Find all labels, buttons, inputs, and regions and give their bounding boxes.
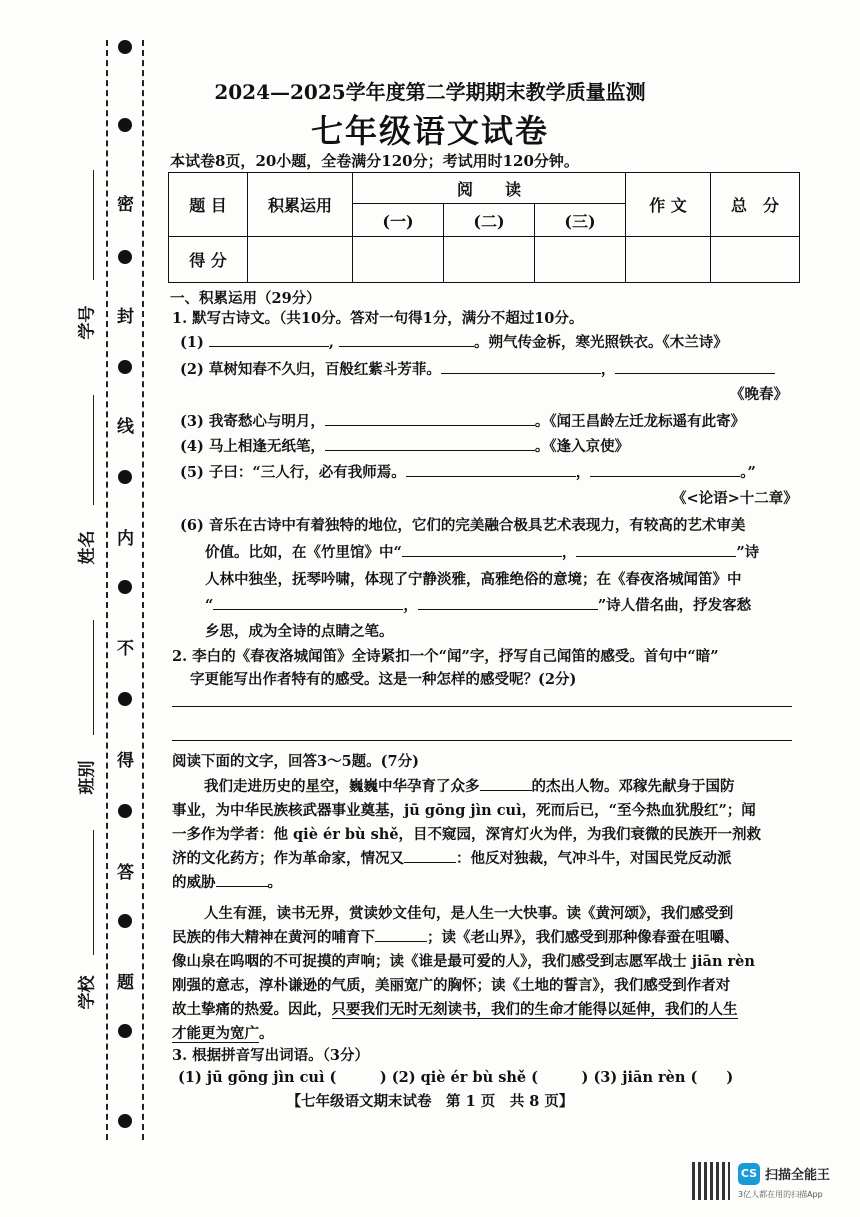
camscanner-logo-icon: CS: [738, 1163, 760, 1185]
score-cell-reading-2[interactable]: [444, 237, 535, 283]
q1-2: (2) 草树知春不久归，百般红紫斗芳菲。 ，: [180, 358, 775, 379]
answer-blank[interactable]: [213, 595, 403, 610]
p1-l4b: ：他反对独裁，气冲斗牛，对国民党反动派: [456, 850, 732, 867]
q1-6-line4b: ”诗人借名曲，抒发客愁: [597, 597, 752, 614]
exam-title-line1: 2024—2025学年度第二学期期末教学质量监测: [214, 80, 646, 104]
q1-6-line3: 人林中独坐，抚琴吟啸，体现了宁静淡雅，高雅绝俗的意境；在《春夜洛城闻笛》中: [205, 571, 742, 588]
answer-blank[interactable]: [402, 542, 562, 557]
margin-dot: [118, 250, 132, 264]
margin-dot: [118, 804, 132, 818]
q1-4-text: (4) 马上相逢无纸笔，: [180, 438, 325, 455]
qr-code-icon: [692, 1162, 730, 1200]
q1-2-text: (2) 草树知春不久归，百般红紫斗芳菲。: [180, 361, 441, 378]
score-cell-reading-1[interactable]: [353, 237, 444, 283]
passage1-line4: [172, 847, 732, 868]
answer-blank[interactable]: [325, 411, 535, 426]
q3-heading: 3. 根据拼音写出词语。（3分）: [172, 1047, 370, 1064]
underlined-sentence: 只要我们无时无刻读书，我们的生命才能得以延伸，我们的人生: [331, 1001, 738, 1018]
passage1-line2: 事业，为中华民族核武器事业奠基，jū gōng jìn cuì，死而后已，“至今热血犹殷红”；闻: [172, 802, 756, 819]
seal-char: 答: [117, 863, 134, 883]
student-id-label: 学号: [77, 305, 98, 340]
p1-l5: 的威胁: [172, 874, 216, 891]
q3-items: (1) jū gōng jìn cuì ( ) (2) qiè ér bù shě ( ) (3) jiān rèn ( ): [178, 1069, 734, 1086]
q1-5-text: (5) 子曰：“三人行，必有我师焉。: [180, 464, 406, 481]
score-cell-essay[interactable]: [626, 237, 711, 283]
answer-blank[interactable]: [615, 359, 775, 374]
student-id-line: [93, 170, 94, 280]
seal-char: 线: [117, 417, 134, 437]
q1-6-line4: “ ， ”诗人借名曲，抒发客愁: [205, 597, 752, 614]
q1-2-source: 《晚春》: [730, 386, 788, 403]
score-cell-reading-3[interactable]: [535, 237, 626, 283]
reading-sub-1: (一): [353, 204, 444, 237]
q1-6-line5: 乡思，成为全诗的点睛之笔。: [205, 623, 394, 640]
passage1-line3: 一多作为学者：他 qiè ér bù shě，目不窥园，深宵灯火为伴，为我们衰微的民族开一剂救: [172, 826, 762, 843]
passage2-line4: 刚强的意志，淳朴谦逊的气质，美丽宽广的胸怀；读《土地的誓言》，我们感受到作者对: [172, 977, 731, 994]
exam-info: 本试卷8页，20小题，全卷满分120分；考试用时120分钟。: [170, 152, 579, 170]
watermark-tagline: 3亿人都在用的扫描App: [738, 1190, 823, 1199]
q1-5: (5) 子曰：“三人行，必有我师焉。 ， 。”: [180, 464, 756, 481]
seal-char: 题: [117, 973, 134, 993]
reading-sub-2: (二): [444, 204, 535, 237]
exam-title-line2: 七年级语文试卷: [310, 112, 549, 150]
answer-blank[interactable]: [216, 872, 268, 887]
seal-char: 封: [117, 307, 134, 327]
p1-l5b: 。: [267, 874, 282, 891]
p2-l5a: 故土挚痛的热爱。因此，: [172, 1001, 332, 1018]
passage2-line1: 人生有涯，读书无界，赏读妙文佳句，是人生一大快事。读《黄河颂》，我们感受到: [204, 905, 734, 922]
passage2-line5: [172, 998, 738, 1019]
p1-l1b: 的杰出人物。邓稼先献身于国防: [531, 778, 735, 795]
margin-dot: [118, 580, 132, 594]
passage1-line5: [172, 871, 282, 892]
binding-line-right: [142, 40, 144, 1140]
q1-intro: 1. 默写古诗文。（共10分。答对一句得1分，满分不超过10分。: [172, 310, 584, 327]
q1-3: [180, 410, 745, 431]
p2-l2b: ；读《老山界》，我们感受到那种像春蚕在咀嚼、: [427, 929, 739, 946]
score-table: [168, 172, 800, 283]
answer-line[interactable]: [172, 740, 792, 741]
school-line: [93, 830, 94, 955]
answer-blank[interactable]: [406, 462, 576, 477]
margin-dot: [118, 40, 132, 54]
seal-char: 不: [117, 639, 134, 659]
name-label: 姓名: [77, 530, 98, 565]
seal-char: 得: [117, 751, 134, 771]
reading-sub-3: (三): [535, 204, 626, 237]
p2-l6b: 。: [259, 1025, 274, 1042]
passage2-line3: 像山泉在呜咽的不可捉摸的声响；读《谁是最可爱的人》，我们感受到志愿军战士 jiān rèn: [172, 953, 755, 970]
margin-dot: [118, 1114, 132, 1128]
section1-heading: 一、积累运用（29分）: [170, 290, 321, 307]
answer-blank[interactable]: [418, 595, 598, 610]
q1-5-tail: 。”: [740, 464, 756, 481]
class-label: 班别: [77, 760, 98, 795]
answer-blank[interactable]: [590, 462, 740, 477]
q1-1-tail: 。朔气传金柝，寒光照铁衣。《木兰诗》: [473, 334, 728, 351]
answer-blank[interactable]: [480, 776, 532, 791]
score-cell-total[interactable]: [711, 237, 800, 283]
class-line: [93, 620, 94, 735]
answer-blank[interactable]: [325, 436, 535, 451]
underlined-sentence: 才能更为宽广: [172, 1025, 259, 1042]
margin-dot: [118, 914, 132, 928]
answer-line[interactable]: [172, 706, 792, 707]
binding-line-left: [106, 40, 108, 1140]
margin-dot: [118, 1024, 132, 1038]
q1-6-line2b: ”诗: [736, 544, 760, 561]
header-essay-cell: 作 文: [626, 173, 711, 237]
p1-l1a: 我们走进历史的星空，巍巍中华孕育了众多: [204, 778, 480, 795]
row-score-label: 得 分: [169, 237, 248, 283]
q1-6-line4a: “: [205, 597, 214, 614]
answer-blank[interactable]: [404, 848, 456, 863]
answer-blank[interactable]: [339, 332, 474, 347]
passage2-line2: [172, 926, 739, 947]
page-footer: 【七年级语文期末试卷 第 1 页 共 8 页】: [286, 1093, 574, 1110]
p2-l2a: 民族的伟大精神在黄河的哺育下: [172, 929, 375, 946]
q1-3-tail: 。《闻王昌龄左迁龙标遥有此寄》: [534, 413, 746, 430]
q1-6-line1: (6) 音乐在古诗中有着独特的地位，它们的完美融合极具艺术表现力，有较高的艺术审美: [180, 517, 746, 534]
q1-6-line2a: 价值。比如，在《竹里馆》中“: [205, 544, 402, 561]
q1-4: [180, 435, 629, 456]
p1-l4a: 济的文化药方；作为革命家，情况又: [172, 850, 404, 867]
q1-1: (1) , 。朔气传金柝，寒光照铁衣。《木兰诗》: [180, 334, 728, 351]
margin-dot: [118, 470, 132, 484]
score-cell-accum[interactable]: [248, 237, 353, 283]
reading-intro: 阅读下面的文字，回答3～5题。(7分): [172, 753, 419, 770]
passage1-line1: [204, 775, 735, 796]
header-accum-cell: 积累运用: [248, 173, 353, 237]
passage2-line6: [172, 1022, 274, 1043]
name-line: [93, 395, 94, 505]
q1-1-label: (1): [180, 334, 204, 351]
answer-blank[interactable]: [576, 542, 736, 557]
answer-blank[interactable]: [209, 332, 329, 347]
answer-blank[interactable]: [375, 927, 427, 942]
header-title-cell: 题 目: [169, 173, 248, 237]
answer-blank[interactable]: [441, 359, 601, 374]
q1-5-source: 《<论语>十二章》: [672, 490, 798, 507]
q1-6-line2: 价值。比如，在《竹里馆》中“ ， ”诗: [205, 544, 760, 561]
margin-dot: [118, 360, 132, 374]
q1-4-tail: 。《逢入京使》: [534, 438, 630, 455]
watermark-app-name: 扫描全能王: [765, 1168, 831, 1183]
q2-line2: 字更能写出作者特有的感受。这是一种怎样的感受呢？(2分): [190, 671, 577, 688]
seal-char: 密: [117, 195, 134, 215]
q2-line1: 2. 李白的《春夜洛城闻笛》全诗紧扣一个“闻”字，抒写自己闻笛的感受。首句中“暗”: [172, 648, 719, 665]
header-total-cell: 总 分: [711, 173, 800, 237]
margin-dot: [118, 692, 132, 706]
q1-3-text: (3) 我寄愁心与明月，: [180, 413, 325, 430]
school-label: 学校: [77, 975, 98, 1010]
seal-char: 内: [117, 529, 134, 549]
header-reading-cell: 阅 读: [353, 173, 626, 204]
